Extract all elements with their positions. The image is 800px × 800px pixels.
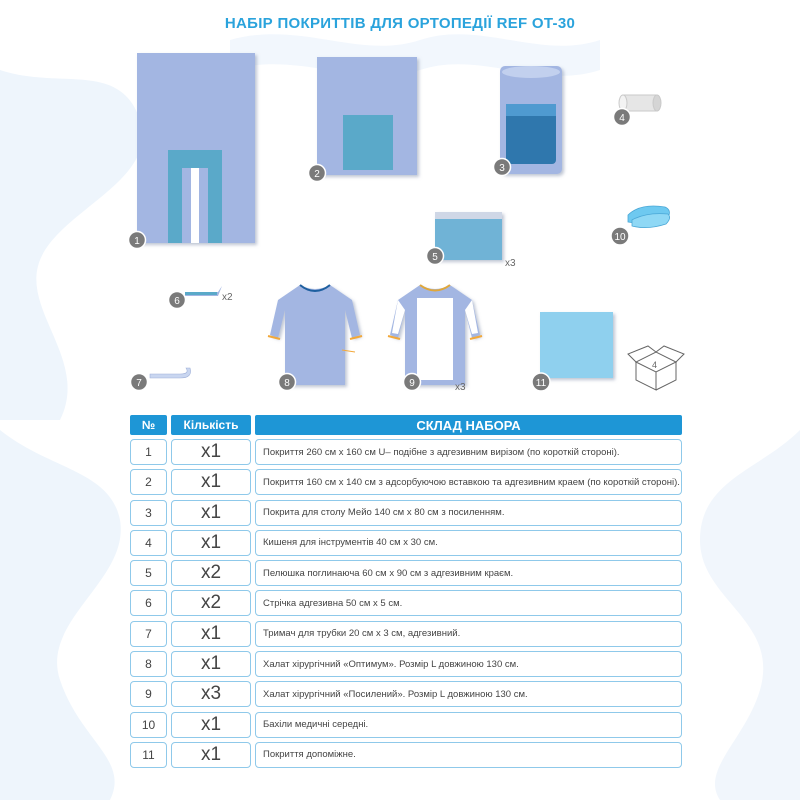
row-description: Покрита для столу Мейо 140 см х 80 см з посиленням.	[255, 500, 682, 526]
item-badge-8	[279, 374, 296, 391]
row-description: Халат хірургічний «Оптимум». Розмір L довжиною 130 см.	[255, 651, 682, 677]
table-row	[130, 651, 682, 677]
item-badge-1	[129, 232, 146, 249]
auxiliary-drape-icon	[540, 312, 613, 378]
svg-text:1: 1	[134, 236, 140, 247]
adhesive-strip-icon	[185, 286, 222, 296]
table-row	[130, 530, 682, 556]
item-6-multiplier: x2	[222, 292, 233, 303]
item-badge-3	[494, 159, 511, 176]
row-description: Бахіли медичні середні.	[255, 712, 682, 738]
header-number: №	[130, 415, 167, 435]
instrument-pocket-icon	[435, 212, 502, 260]
u-drape-icon	[137, 53, 255, 243]
row-quantity: x1	[171, 651, 251, 677]
item-badge-5	[427, 248, 444, 265]
row-quantity: x2	[171, 590, 251, 616]
table-row	[130, 500, 682, 526]
item-5-multiplier: x3	[505, 258, 516, 269]
item-badge-11	[532, 373, 550, 391]
row-number: 1	[130, 439, 167, 465]
table-body	[130, 439, 682, 768]
table-row	[130, 621, 682, 647]
box-icon	[628, 346, 684, 390]
row-number: 7	[130, 621, 167, 647]
svg-text:8: 8	[284, 378, 290, 389]
row-quantity: x1	[171, 439, 251, 465]
header-description: СКЛАД НАБОРА	[255, 415, 682, 435]
row-description: Тримач для трубки 20 см х 3 см, адгезивний.	[255, 621, 682, 647]
svg-text:3: 3	[499, 163, 505, 174]
row-description: Кишеня для інструментів 40 см х 30 см.	[255, 530, 682, 556]
drape-with-insert-icon	[317, 57, 417, 175]
row-quantity: x3	[171, 681, 251, 707]
row-quantity: x1	[171, 530, 251, 556]
row-number: 11	[130, 742, 167, 768]
item-badge-7	[131, 374, 148, 391]
surgical-gown-icon	[268, 285, 362, 385]
item-badge-9	[404, 374, 421, 391]
row-number: 5	[130, 560, 167, 586]
row-quantity: x1	[171, 621, 251, 647]
row-number: 9	[130, 681, 167, 707]
table-row	[130, 560, 682, 586]
svg-text:7: 7	[136, 378, 142, 389]
svg-text:11: 11	[535, 378, 547, 389]
row-number: 6	[130, 590, 167, 616]
row-quantity: x2	[171, 560, 251, 586]
item-9-multiplier: x3	[455, 382, 466, 393]
reinforced-gown-icon	[388, 285, 482, 385]
row-description: Халат хірургічний «Посилений». Розмір L довжиною 130 см.	[255, 681, 682, 707]
row-quantity: x1	[171, 712, 251, 738]
row-description: Пелюшка поглинаюча 60 см х 90 см з адгезивним краєм.	[255, 560, 682, 586]
svg-text:2: 2	[314, 169, 320, 180]
row-description: Стрічка адгезивна 50 см х 5 см.	[255, 590, 682, 616]
tube-holder-icon	[150, 368, 191, 378]
table-header	[130, 415, 682, 435]
table-row	[130, 742, 682, 768]
svg-text:9: 9	[409, 378, 415, 389]
row-description: Покриття 160 см х 140 см з адсорбуючою вставкою та адгезивним краем (по короткій стороні).	[255, 469, 682, 495]
table-row	[130, 681, 682, 707]
svg-text:6: 6	[174, 296, 180, 307]
row-number: 4	[130, 530, 167, 556]
item-badge-4	[614, 109, 631, 126]
shoe-covers-icon	[628, 206, 670, 228]
table-row	[130, 469, 682, 495]
row-description: Покриття 260 см х 160 см U– подібне з адгезивним вирізом (по короткій стороні).	[255, 439, 682, 465]
mayo-cover-icon	[500, 66, 562, 174]
page-title: НАБІР ПОКРИТТІВ ДЛЯ ОРТОПЕДІЇ REF OT-30	[224, 15, 576, 32]
row-quantity: x1	[171, 469, 251, 495]
composition-table	[130, 415, 682, 772]
svg-text:10: 10	[614, 232, 626, 243]
table-row	[130, 439, 682, 465]
row-number: 3	[130, 500, 167, 526]
svg-text:4: 4	[619, 113, 625, 124]
item-badge-10	[611, 227, 629, 245]
table-row	[130, 590, 682, 616]
item-badge-2	[309, 165, 326, 182]
row-quantity: x1	[171, 742, 251, 768]
row-number: 10	[130, 712, 167, 738]
row-number: 8	[130, 651, 167, 677]
svg-text:5: 5	[432, 252, 438, 263]
row-description: Покриття допоміжне.	[255, 742, 682, 768]
item-badge-6	[169, 292, 186, 309]
row-number: 2	[130, 469, 167, 495]
row-quantity: x1	[171, 500, 251, 526]
box-count-label: 4	[652, 360, 658, 370]
table-row	[130, 712, 682, 738]
header-quantity: Кількість	[171, 415, 251, 435]
